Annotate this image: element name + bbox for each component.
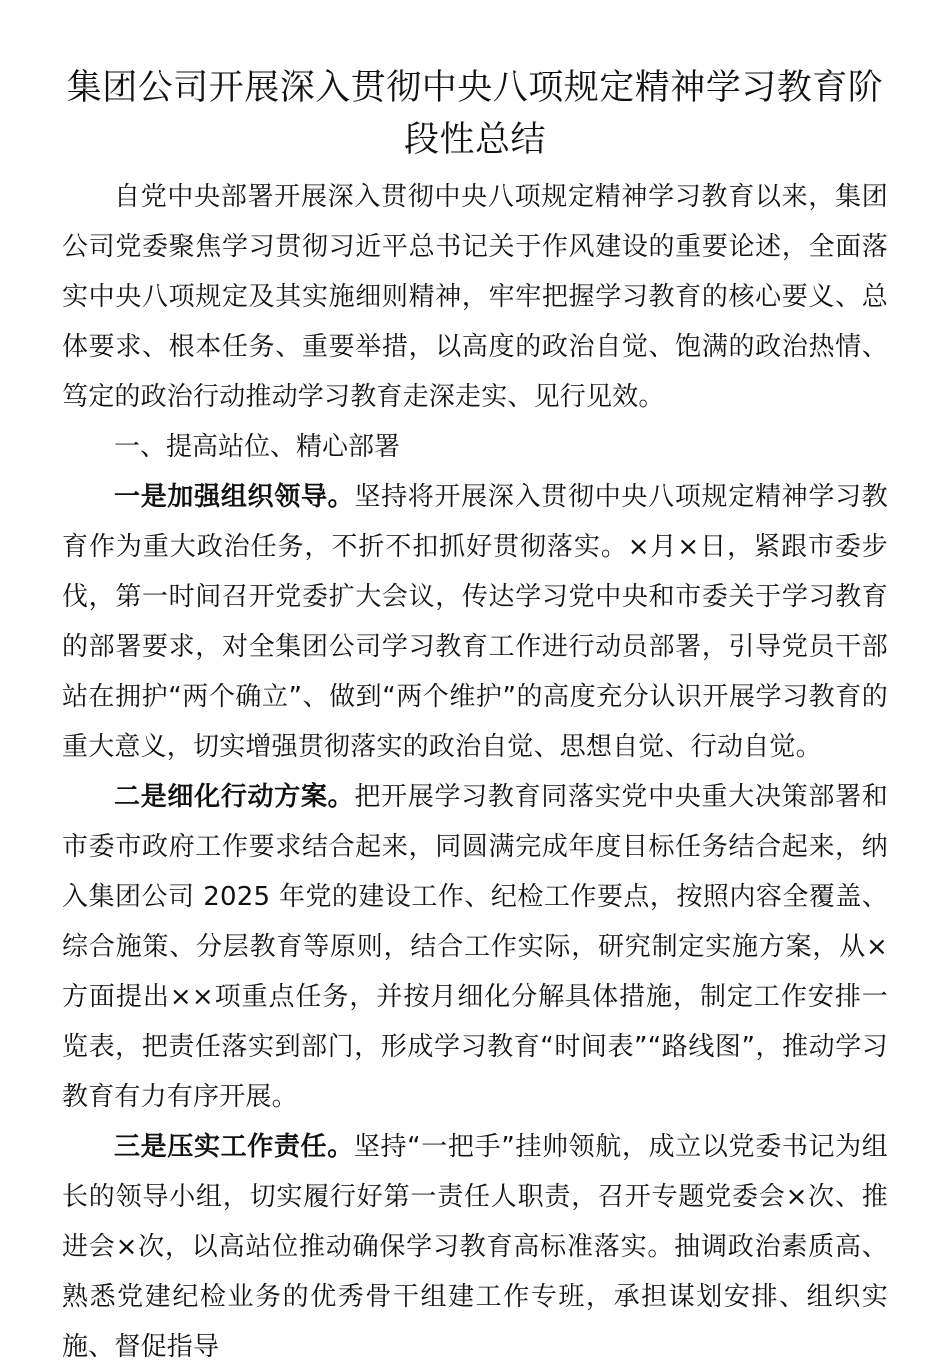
paragraph-2-lead: 二是细化行动方案。	[114, 782, 355, 812]
paragraph-2-body: 把开展学习教育同落实党中央重大决策部署和市委市政府工作要求结合起来，同圆满完成年度目标任务结合起来，纳入集团公司 2025 年党的建设工作、纪检工作要点，按照内容全覆盖、综合施策、分层教育等原则，结合工作实际，研究制定实施方案，从×方面提出××项重点任务，并按月细化分解具体措施，制定工作安排一览表，把责任落实到部门，形成学习教育“时间表”“路线图”，推动学习教育有力有序开展。	[62, 782, 888, 1112]
intro-paragraph: 自党中央部署开展深入贯彻中央八项规定精神学习教育以来，集团公司党委聚焦学习贯彻习近平总书记关于作风建设的重要论述，全面落实中央八项规定及其实施细则精神，牢牢把握学习教育的核心要义、总体要求、根本任务、重要举措，以高度的政治自觉、饱满的政治热情、笃定的政治行动推动学习教育走深走实、见行见效。	[62, 182, 888, 412]
paragraph-3-body: 坚持“一把手”挂帅领航，成立以党委书记为组长的领导小组，切实履行好第一责任人职责，召开专题党委会×次、推进会×次，以高站位推动确保学习教育高标准落实。抽调政治素质高、熟悉党建纪检业务的优秀骨干组建工作专班，承担谋划安排、组织实施、督促指导	[62, 1132, 888, 1362]
document-title: 集团公司开展深入贯彻中央八项规定精神学习教育阶段性总结	[66, 68, 884, 160]
paragraph-1	[62, 472, 888, 772]
paragraph-2	[62, 772, 888, 1122]
paragraph-1-body: 坚持将开展深入贯彻中央八项规定精神学习教育作为重大政治任务，不折不扣抓好贯彻落实。×月×日，紧跟市委步伐，第一时间召开党委扩大会议，传达学习党中央和市委关于学习教育的部署要求，对全集团公司学习教育工作进行动员部署，引导党员干部站在拥护“两个确立”、做到“两个维护”的高度充分认识开展学习教育的重大意义，切实增强贯彻落实的政治自觉、思想自觉、行动自觉。	[62, 482, 888, 762]
paragraph-3	[62, 1122, 888, 1372]
section-heading: 一、提高站位、精心部署	[114, 432, 401, 462]
paragraph-1-lead: 一是加强组织领导。	[114, 482, 355, 512]
paragraph-3-lead: 三是压实工作责任。	[114, 1132, 354, 1162]
